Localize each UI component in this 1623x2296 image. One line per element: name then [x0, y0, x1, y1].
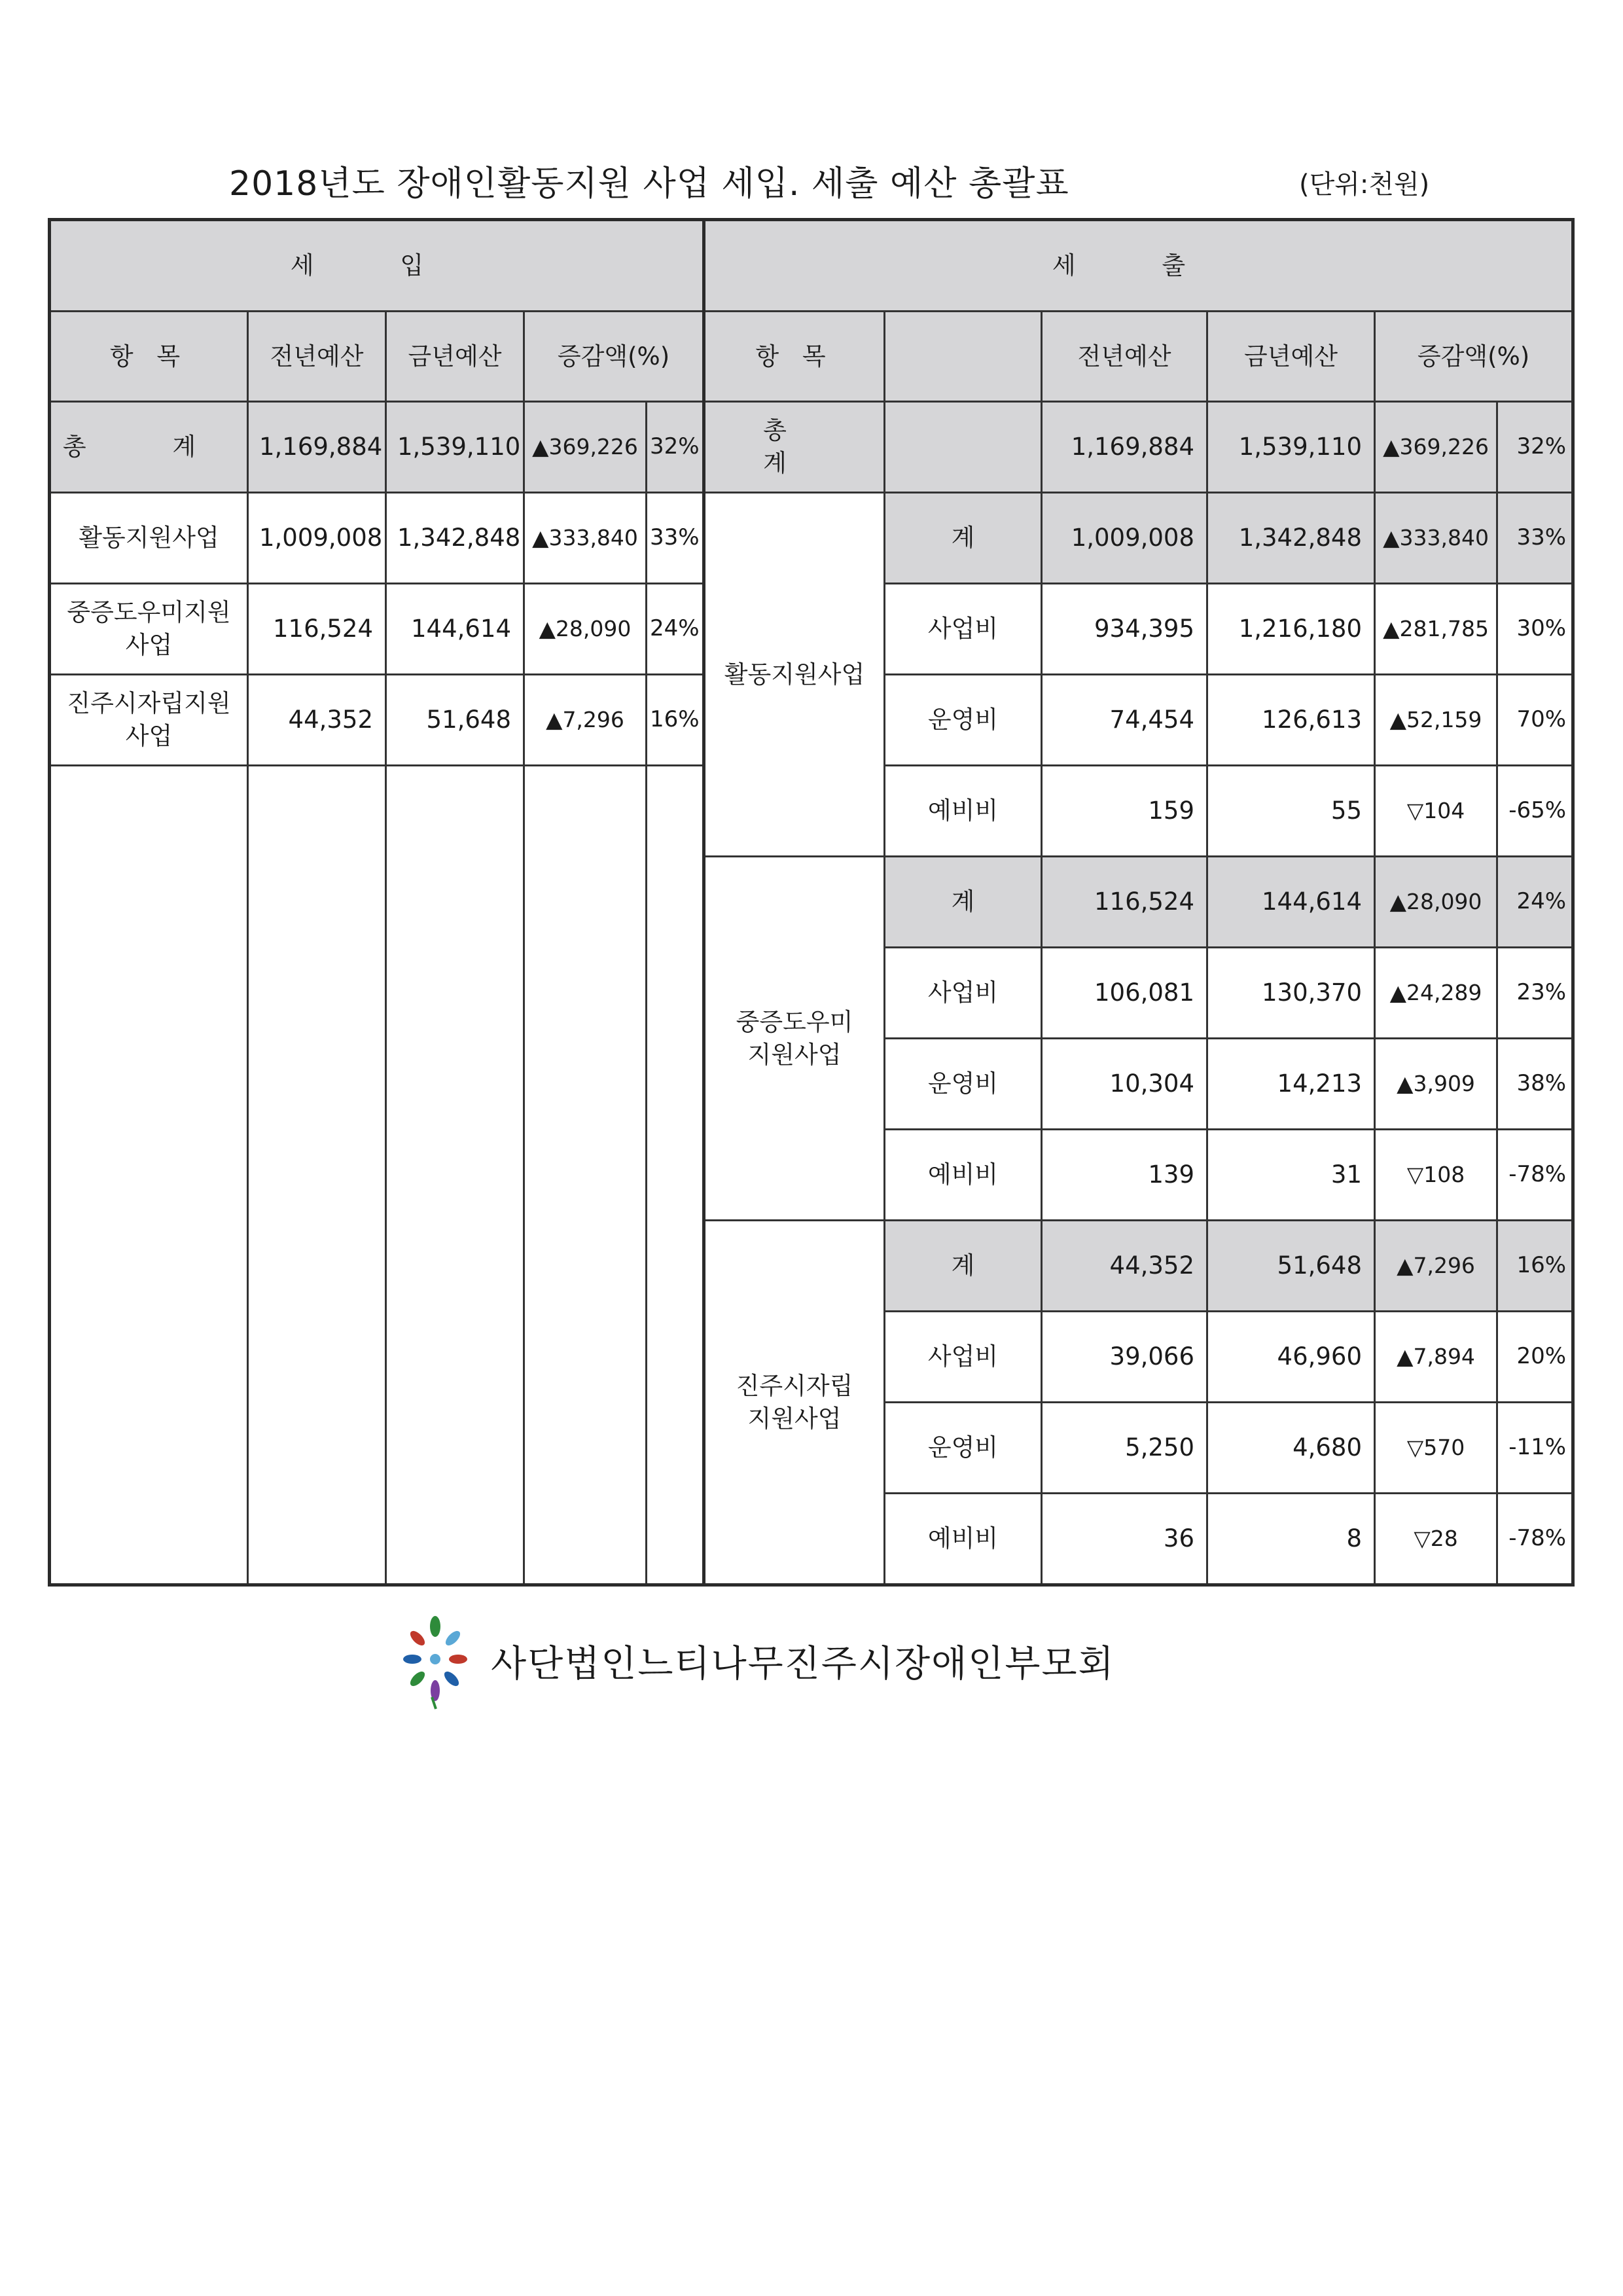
expense-item-curr: 8: [1207, 1494, 1375, 1585]
expense-item-curr: 126,613: [1207, 675, 1375, 766]
expense-col-sub: [885, 312, 1042, 402]
expense-item-pct: 38%: [1497, 1039, 1573, 1130]
expense-item-label: 운영비: [885, 1039, 1042, 1130]
expense-item-label: 계: [885, 857, 1042, 948]
expense-total-sub: [885, 402, 1042, 493]
revenue-col-prev: 전년예산: [248, 312, 386, 402]
expense-col-item: 항 목: [704, 312, 885, 402]
expense-item-diff: ▲52,159: [1375, 675, 1497, 766]
expense-item-diff: ▽28: [1375, 1494, 1497, 1585]
expense-item-pct: 33%: [1497, 493, 1573, 584]
expense-item-diff: ▲24,289: [1375, 948, 1497, 1039]
expense-item-pct: 16%: [1497, 1221, 1573, 1312]
expense-item-label: 예비비: [885, 1494, 1042, 1585]
revenue-row-diff: ▲28,090: [524, 584, 647, 675]
revenue-empty-cell: [248, 766, 386, 1585]
revenue-row-prev: 44,352: [248, 675, 386, 766]
revenue-row-pct: 16%: [647, 675, 704, 766]
expense-item-diff: ▽104: [1375, 766, 1497, 857]
expense-item-pct: 70%: [1497, 675, 1573, 766]
expense-item-prev: 39,066: [1042, 1312, 1207, 1403]
expense-item-pct: -11%: [1497, 1403, 1573, 1494]
expense-item-curr: 31: [1207, 1130, 1375, 1221]
expense-item-prev: 10,304: [1042, 1039, 1207, 1130]
expense-item-pct: -78%: [1497, 1494, 1573, 1585]
expense-total-pct: 32%: [1497, 402, 1573, 493]
expense-item-label: 계: [885, 493, 1042, 584]
expense-item-diff: ▲3,909: [1375, 1039, 1497, 1130]
revenue-total-curr: 1,539,110: [386, 402, 524, 493]
total-row: [50, 402, 1573, 493]
expense-item-prev: 44,352: [1042, 1221, 1207, 1312]
expense-item-prev: 74,454: [1042, 675, 1207, 766]
revenue-total-prev: 1,169,884: [248, 402, 386, 493]
revenue-col-item: 항 목: [50, 312, 248, 402]
expense-item-curr: 4,680: [1207, 1403, 1375, 1494]
revenue-total-pct: 32%: [647, 402, 704, 493]
revenue-row-curr: 1,342,848: [386, 493, 524, 584]
document-title: 2018년도 장애인활동지원 사업 세입. 세출 예산 총괄표: [229, 164, 1069, 204]
expense-item-diff: ▲28,090: [1375, 857, 1497, 948]
revenue-empty-cell: [50, 766, 248, 1585]
expense-item-pct: 23%: [1497, 948, 1573, 1039]
expense-item-pct: 20%: [1497, 1312, 1573, 1403]
expense-header: 세 출: [704, 220, 1573, 312]
expense-item-diff: ▽108: [1375, 1130, 1497, 1221]
table-row: [50, 493, 1573, 584]
revenue-empty-cell: [647, 766, 704, 1585]
expense-total-curr: 1,539,110: [1207, 402, 1375, 493]
expense-item-curr: 14,213: [1207, 1039, 1375, 1130]
expense-col-prev: 전년예산: [1042, 312, 1207, 402]
expense-item-curr: 51,648: [1207, 1221, 1375, 1312]
expense-total-prev: 1,169,884: [1042, 402, 1207, 493]
expense-item-prev: 139: [1042, 1130, 1207, 1221]
expense-item-curr: 1,342,848: [1207, 493, 1375, 584]
revenue-row-diff: ▲7,296: [524, 675, 647, 766]
expense-item-pct: 24%: [1497, 857, 1573, 948]
expense-item-curr: 144,614: [1207, 857, 1375, 948]
expense-item-prev: 5,250: [1042, 1403, 1207, 1494]
revenue-header: 세 입: [50, 220, 704, 312]
expense-group-label: 중증도우미 지원사업: [704, 857, 885, 1221]
revenue-col-curr: 금년예산: [386, 312, 524, 402]
expense-item-prev: 106,081: [1042, 948, 1207, 1039]
revenue-row-label: 활동지원사업: [50, 493, 248, 584]
organization-footer: [399, 1622, 1115, 1700]
expense-col-curr: 금년예산: [1207, 312, 1375, 402]
expense-item-pct: -65%: [1497, 766, 1573, 857]
expense-item-label: 예비비: [885, 766, 1042, 857]
expense-item-prev: 36: [1042, 1494, 1207, 1585]
expense-item-diff: ▽570: [1375, 1403, 1497, 1494]
expense-group-label: 진주시자립 지원사업: [704, 1221, 885, 1585]
revenue-total-diff: ▲369,226: [524, 402, 647, 493]
expense-item-label: 사업비: [885, 584, 1042, 675]
expense-item-label: 계: [885, 1221, 1042, 1312]
expense-item-pct: 30%: [1497, 584, 1573, 675]
expense-total-diff: ▲369,226: [1375, 402, 1497, 493]
revenue-empty-cell: [386, 766, 524, 1585]
expense-item-prev: 1,009,008: [1042, 493, 1207, 584]
revenue-row-prev: 1,009,008: [248, 493, 386, 584]
budget-summary-table: [48, 218, 1575, 1587]
expense-item-label: 사업비: [885, 948, 1042, 1039]
expense-item-diff: ▲7,296: [1375, 1221, 1497, 1312]
expense-item-curr: 130,370: [1207, 948, 1375, 1039]
revenue-empty-cell: [524, 766, 647, 1585]
expense-item-prev: 934,395: [1042, 584, 1207, 675]
expense-item-label: 사업비: [885, 1312, 1042, 1403]
revenue-total-label: 총 계: [50, 402, 248, 493]
expense-item-curr: 1,216,180: [1207, 584, 1375, 675]
expense-item-label: 운영비: [885, 675, 1042, 766]
revenue-row-diff: ▲333,840: [524, 493, 647, 584]
revenue-row-pct: 24%: [647, 584, 704, 675]
expense-col-diff: 증감액(%): [1375, 312, 1573, 402]
expense-item-label: 예비비: [885, 1130, 1042, 1221]
revenue-row-prev: 116,524: [248, 584, 386, 675]
expense-item-diff: ▲333,840: [1375, 493, 1497, 584]
expense-total-label: 총 계: [704, 402, 885, 493]
expense-item-diff: ▲7,894: [1375, 1312, 1497, 1403]
expense-item-curr: 46,960: [1207, 1312, 1375, 1403]
expense-item-diff: ▲281,785: [1375, 584, 1497, 675]
expense-item-prev: 159: [1042, 766, 1207, 857]
revenue-col-diff: 증감액(%): [524, 312, 704, 402]
revenue-row-pct: 33%: [647, 493, 704, 584]
revenue-row-label: 진주시자립지원 사업: [50, 675, 248, 766]
revenue-row-curr: 51,648: [386, 675, 524, 766]
organization-name: 사단법인느티나무진주시장애인부모회: [491, 1643, 1115, 1685]
expense-item-prev: 116,524: [1042, 857, 1207, 948]
organization-logo: [399, 1612, 471, 1710]
revenue-row-curr: 144,614: [386, 584, 524, 675]
expense-item-curr: 55: [1207, 766, 1375, 857]
expense-group-label: 활동지원사업: [704, 493, 885, 857]
revenue-row-label: 중증도우미지원 사업: [50, 584, 248, 675]
unit-note: (단위:천원): [1299, 170, 1430, 200]
expense-item-label: 운영비: [885, 1403, 1042, 1494]
expense-item-pct: -78%: [1497, 1130, 1573, 1221]
